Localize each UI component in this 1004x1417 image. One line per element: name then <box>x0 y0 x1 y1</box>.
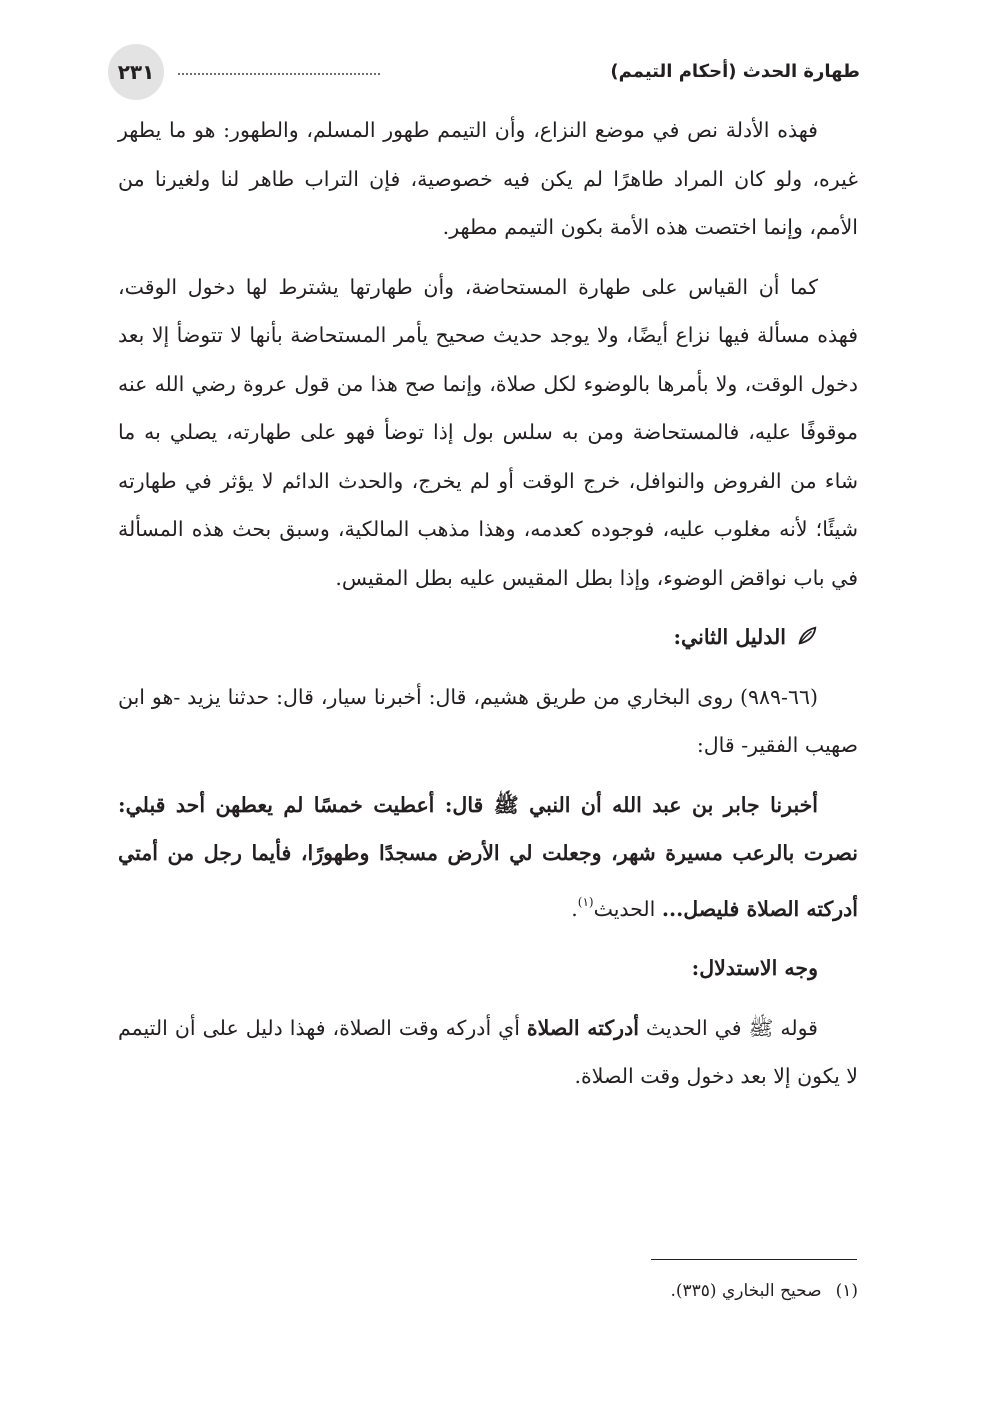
paragraph-3-narration: (٦٦-٩٨٩) روى البخاري من طريق هشيم، قال: أخبرنا سيار، قال: حدثنا يزيد -هو ابن صهيب الفقير- قال: <box>118 684 858 757</box>
paragraph-4-start: قوله ﷺ في الحديث <box>638 1015 818 1040</box>
paragraph-4-bold: أدركته الصلاة <box>526 1015 639 1040</box>
hadith-end: . <box>571 896 578 921</box>
footnote-text: صحيح البخاري (٣٣٥). <box>670 1281 822 1301</box>
footnote-marker: (١) <box>835 1281 858 1301</box>
footnote-reference: (١) <box>577 894 594 909</box>
heading-inference: وجه الاستدلال: <box>691 956 818 980</box>
paragraph-2: كما أن القياس على طهارة المستحاضة، وأن طهارتها يشترط لها دخول الوقت، فهذه مسألة فيها نزاع أيضًا، ولا يوجد حديث صحيح يأمر المستحاضة بأنها لا تتوضأ إلا بعد دخول الوقت، ولا بأمرها بالوضوء لكل صلاة، وإنما صح هذا من قول عروة رضي الله عنه موقوفًا عليه، فالمستحاضة ومن به سلس بول إذا توضأ فهو على طهارته، يصلي به ما شاء من الفروض والنوافل، خرج الوقت أو لم يخرج، والحدث الدائم لا يؤثر في طهارته شيئًا؛ لأنه مغلوب عليه، فوجوده كعدمه، وهذا مذهب المالكية، وسبق بحث هذه المسألة في باب نواقض الوضوء، وإذا بطل المقيس عليه بطل المقيس. <box>118 274 858 590</box>
heading-second-evidence-label: الدليل الثاني: <box>673 625 786 649</box>
paragraph-hadith <box>118 781 858 934</box>
paragraph-1: فهذه الأدلة نص في موضع النزاع، وأن التيمم طهور المسلم، والطهور: هو ما يطهر غيره، ولو كان المراد طاهرًا لم يكن فيه خصوصية، فإن التراب طاهر لنا ولغيرنا من الأمم، وإنما اختصت هذه الأمة بكون التيمم مطهر. <box>118 118 858 239</box>
header-dotted-leader <box>178 73 380 75</box>
heading-second-evidence <box>118 613 858 662</box>
hadith-text: أخبرنا جابر بن عبد الله أن النبي ﷺ قال: أعطيت خمسًا لم يعطهن أحد قبلي: نصرت بالرعب مسيرة شهر، وجعلت لي الأرض مسجدًا وطهورًا، فأيما رجل من أمتي أدركته الصلاة فليصل... <box>118 792 858 921</box>
paragraph-4-rest: أي أدركه وقت الصلاة، فهذا دليل على أن التيمم لا يكون إلا بعد دخول وقت الصلاة. <box>118 1015 858 1088</box>
main-text <box>118 106 858 1112</box>
leaf-ornament-icon <box>796 625 818 647</box>
page-header <box>108 44 860 100</box>
page-number: ٢٣١ <box>108 44 164 100</box>
paragraph-4 <box>118 1004 858 1101</box>
running-title: طهارة الحدث (أحكام التيمم) <box>610 61 860 82</box>
footnote-separator <box>651 1259 857 1260</box>
footnote <box>158 1276 858 1306</box>
hadith-tail: الحديث <box>593 896 662 921</box>
